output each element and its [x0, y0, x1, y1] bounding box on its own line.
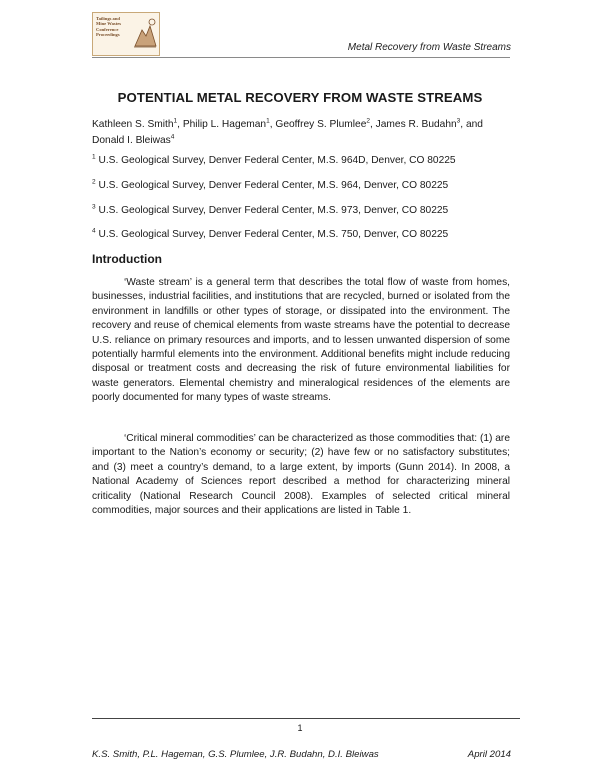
affiliation-3: $^3$ U.S. Geological Survey, Denver Federal Center, M.S. 973, Denver, CO 80225	[92, 203, 449, 216]
author-sup: 2	[366, 117, 370, 125]
conference-logo	[92, 12, 160, 56]
affiliation-1: $^1$ U.S. Geological Survey, Denver Federal Center, M.S. 964D, Denver, CO 80225	[92, 153, 456, 166]
affiliation-4: $^4$ U.S. Geological Survey, Denver Federal Center, M.S. 750, Denver, CO 80225	[92, 227, 449, 240]
author-sup: 1	[266, 117, 270, 125]
footer-authors: K.S. Smith, P.L. Hageman, G.S. Plumlee, J.R. Budahn, D.I. Bleiwas	[92, 749, 379, 760]
section-heading: Introduction	[92, 252, 162, 266]
body-paragraph-2: ‘Critical mineral commodities’ can be characterized as those commodities that: (1) are important to the Nation’s economy or security; (2) have few or no satisfactory substitutes; and (3) meet a country’s demand, to a large extent, by imports (Gunn 2014). In 2008, a National Academy of Sciences report described a method for characterizing mineral criticality (National Research Council 2008). Examples of selected critical mineral commodities, major sources and their applications are listed in Table 1.	[92, 433, 510, 517]
author-name: Kathleen S. Smith	[92, 119, 174, 130]
affiliation-2: $^2$ U.S. Geological Survey, Denver Federal Center, M.S. 964, Denver, CO 80225	[92, 178, 449, 191]
header-rule	[92, 57, 510, 58]
running-title: Metal Recovery from Waste Streams	[347, 42, 511, 53]
body-paragraph-1: ‘Waste stream’ is a general term that describes the total flow of waste from homes, businesses, industrial facilities, and institutions that are recycled, burned or isolated from the environment in landfills or other types of storage, or dissipated into the environment. The recovery and reuse of chemical elements from waste streams have the potential to decrease U.S. reliance on primary resources and imports, and to lessen unwanted dispersion of some potentially harmful elements into the environment. Additional benefits might include reducing disposal or treatment costs and decreasing the risk of future environmental liabilities for waste generators. Elemental chemistry and mineralogical residences of the elements are poorly documented for many types of waste streams.	[92, 277, 510, 404]
footer-date: April 2014	[467, 749, 511, 760]
paper-title: POTENTIAL METAL RECOVERY FROM WASTE STREAMS	[117, 90, 483, 105]
author-sup: 4	[170, 133, 175, 141]
author-name: James R. Budahn	[375, 119, 457, 130]
author-name: Philip L. Hageman	[182, 119, 267, 130]
author-sup: 3	[456, 117, 461, 125]
logo-text: Tailings and Mine Wastes Conference Proceedings	[96, 16, 122, 38]
footer-rule	[92, 718, 520, 719]
page-number: 1	[297, 723, 303, 733]
mountain-logo-icon	[133, 16, 157, 52]
author-name: Donald I. Bleiwas	[92, 134, 171, 146]
author-sup: 1	[173, 117, 178, 125]
author-name: Geoffrey S. Plumlee	[275, 119, 367, 130]
author-list: Kathleen S. Smith$^1$, Philip L. Hageman$^1$, Geoffrey S. Plumlee$^2$, James R. Budahn$^3$, and Donald I. Bleiwas$^4$	[92, 117, 483, 146]
